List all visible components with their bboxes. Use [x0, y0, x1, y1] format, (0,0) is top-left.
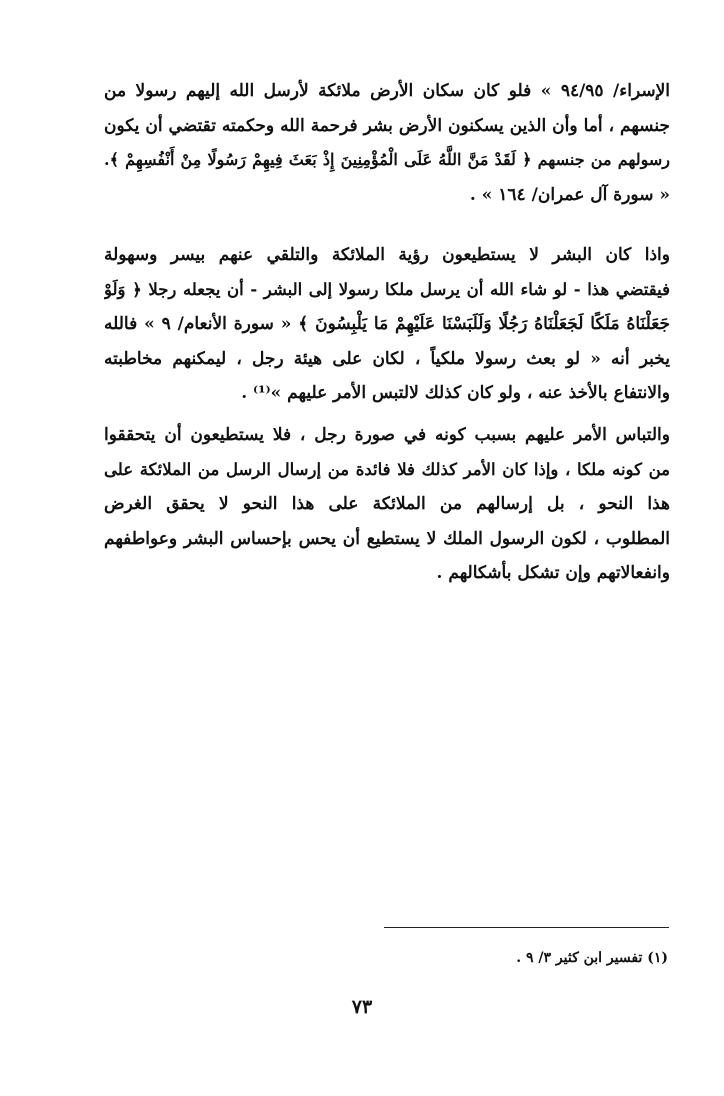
text-line: « سورة آل عمران/ ١٦٤ » .	[469, 184, 670, 205]
text-line: من كونه ملكا ، وإذا كان الأمر كذلك فلا فائدة من إرسال الرسل من الملائكة على	[104, 459, 670, 479]
text-line: جَعَلْنَاهُ مَلَكًا لَجَعَلْنَاهُ رَجُلًا وَلَلَبَسْنَا عَلَيْهِمْ مَا يَلْبِسُونَ ﴾ « سورة الأنعام/ ٩ » فالله	[104, 314, 670, 334]
text-line: المطلوب ، لكون الرسول الملك لا يستطيع أن يحس بإحساس البشر وعواطفهم	[104, 528, 670, 549]
paragraph-3	[104, 418, 670, 591]
text-line: الإسراء/ ٩٤/٩٥ » فلو كان سكان الأرض ملائكة لأرسل الله إليهم رسولا من	[104, 81, 670, 101]
footnote: (١) تفسير ابن كثير ٣/ ٩ .	[516, 950, 668, 966]
paragraph-2	[104, 238, 670, 411]
text-line: والانتفاع بالأخذ عنه ، ولو كان كذلك لالتبس الأمر عليهم »⁽¹⁾ .	[241, 383, 670, 403]
paragraph-1	[104, 74, 670, 212]
page-number: ٧٣	[351, 996, 373, 1018]
text-line: رسولهم من جنسهم ﴿ لَقَدْ مَنَّ اللَّهُ عَلَى الْمُؤْمِنِينَ إِذْ بَعَثَ فِيهِمْ رَسُولًا مِنْ أَنْفُسِهِمْ ﴾.	[104, 150, 670, 169]
text-line: يخبر أنه « لو بعث رسولا ملكياً ، لكان على هيئة رجل ، ليمكنهم مخاطبته	[104, 348, 670, 369]
text-line: جنسهم ، أما وأن الذين يسكنون الأرض بشر فرحمة الله وحكمته تقتضي أن يكون	[104, 115, 670, 136]
text-line: والتباس الأمر عليهم بسبب كونه في صورة رجل ، فلا يستطيعون أن يتحققوا	[104, 425, 670, 445]
text-line: وانفعالاتهم وإن تشكل بأشكالهم .	[436, 563, 670, 583]
footnote-divider	[384, 927, 669, 928]
text-line: هذا النحو ، بل إرسالهم من الملائكة على هذا النحو لا يحقق الغرض	[104, 494, 670, 514]
text-line: واذا كان البشر لا يستطيعون رؤية الملائكة والتلقي عنهم بيسر وسهولة	[104, 245, 670, 265]
text-line: فيقتضي هذا - لو شاء الله أن يرسل ملكا رسولا إلى البشر - أن يجعله رجلا ﴿ وَلَوْ	[104, 279, 670, 299]
